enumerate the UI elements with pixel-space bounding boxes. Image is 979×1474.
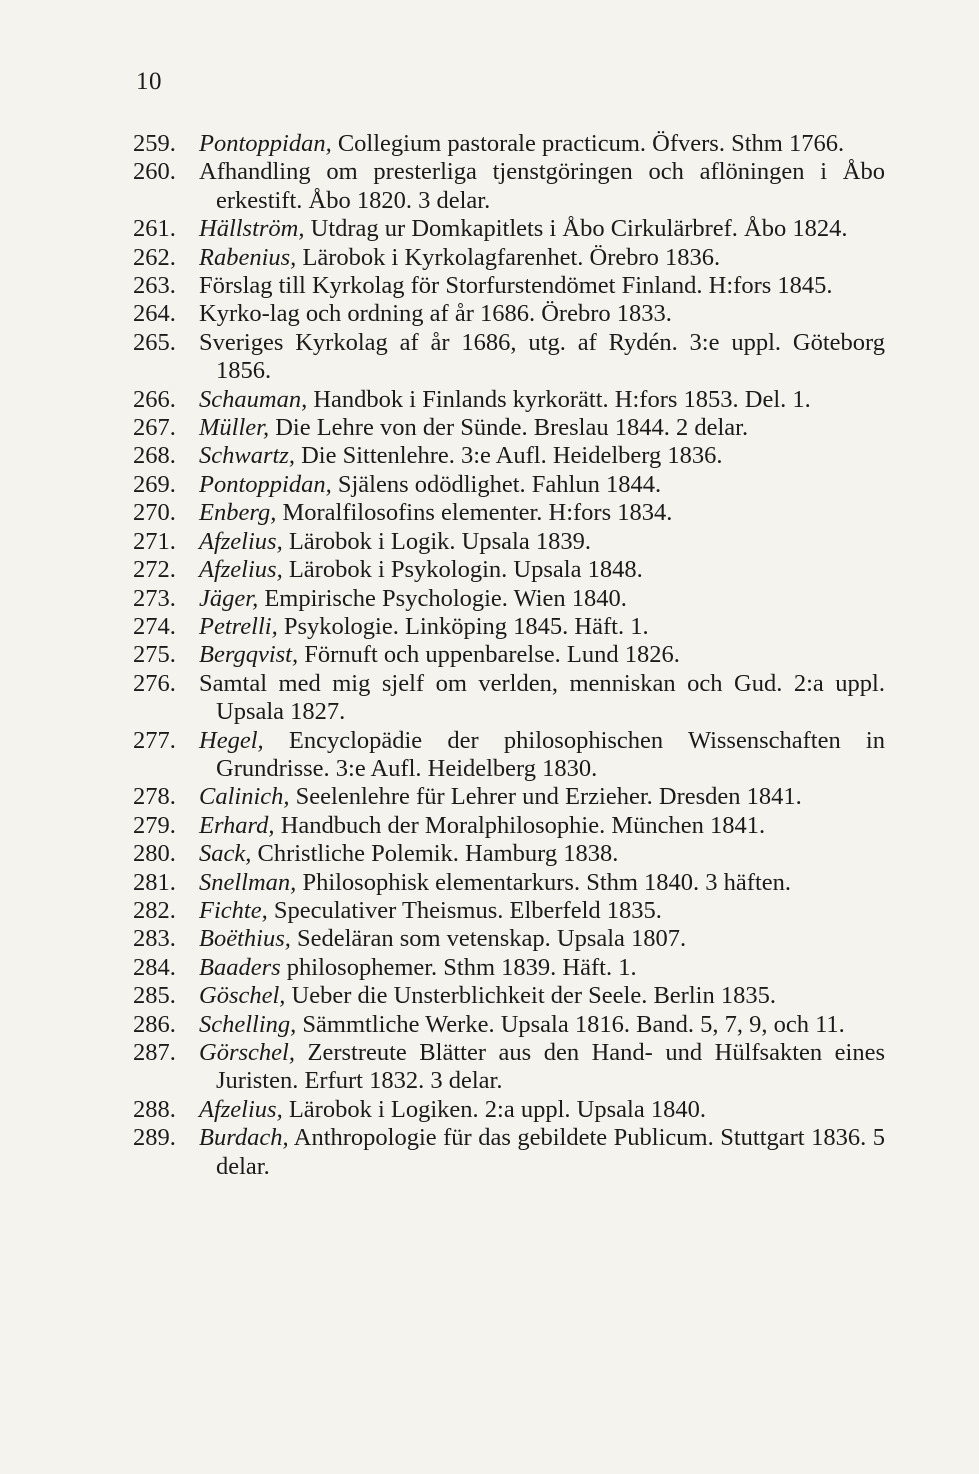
entry-number: 268. — [133, 442, 176, 470]
entry-number: 288. — [133, 1095, 176, 1123]
entry-text: Zerstreute Blätter aus den Hand- und Hülfsakten eines Juristen. Erfurt 1832. 3 delar. — [216, 1039, 885, 1095]
entry-text: Förslag till Kyrkolag för Storfurstendömet Finland. H:fors 1845. — [199, 272, 833, 300]
entry-number: 267. — [133, 414, 176, 442]
entry-text: Kyrko-lag och ordning af år 1686. Örebro 1833. — [199, 300, 672, 328]
bibliography-list — [133, 130, 885, 1181]
entry-number: 261. — [133, 215, 176, 243]
entry-number: 269. — [133, 470, 176, 498]
bibliography-entry — [133, 982, 885, 1010]
entry-author: Hegel, — [199, 726, 264, 754]
entry-author: Boëthius, — [199, 925, 291, 953]
entry-number: 278. — [133, 783, 176, 811]
entry-number: 276. — [133, 669, 176, 697]
bibliography-entry — [133, 840, 885, 868]
entry-author: Fichte, — [199, 896, 268, 924]
entry-text: Själens odödlighet. Fahlun 1844. — [331, 470, 662, 498]
entry-number: 274. — [133, 612, 176, 640]
entry-number: 289. — [133, 1124, 176, 1152]
entry-author: Erhard, — [199, 811, 275, 839]
entry-author: Müller, — [199, 414, 270, 442]
entry-text: Lärobok i Kyrkolagfarenhet. Örebro 1836. — [296, 243, 721, 271]
entry-number: 281. — [133, 868, 176, 896]
entry-text: Psykologie. Linköping 1845. Häft. 1. — [277, 612, 649, 640]
entry-author: Schelling, — [199, 1010, 297, 1038]
bibliography-entry — [133, 1096, 885, 1124]
bibliography-entry — [133, 300, 885, 328]
entry-author: Baaders — [199, 953, 281, 981]
bibliography-entry — [133, 414, 885, 442]
bibliography-entry — [133, 244, 885, 272]
entry-author: Afzelius, — [199, 1095, 283, 1123]
bibliography-entry — [133, 499, 885, 527]
entry-text: Moralfilosofins elementer. H:fors 1834. — [276, 499, 673, 527]
bibliography-entry — [133, 869, 885, 897]
bibliography-entry — [133, 812, 885, 840]
entry-number: 266. — [133, 385, 176, 413]
bibliography-entry — [133, 158, 885, 215]
entry-text: Afhandling om presterliga tjenstgöringen och aflöningen i Åbo erkestift. Åbo 1820. 3 delar. — [199, 158, 885, 214]
entry-author: Afzelius, — [199, 556, 283, 584]
bibliography-entry — [133, 442, 885, 470]
entry-number: 280. — [133, 840, 176, 868]
bibliography-entry — [133, 613, 885, 641]
entry-number: 277. — [133, 726, 176, 754]
bibliography-entry — [133, 954, 885, 982]
bibliography-entry — [133, 556, 885, 584]
entry-text: Sveriges Kyrkolag af år 1686, utg. af Rydén. 3:e uppl. Göteborg 1856. — [199, 328, 885, 385]
entry-author: Görschel, — [199, 1039, 295, 1066]
bibliography-entry — [133, 386, 885, 414]
entry-author: Calinich, — [199, 783, 290, 811]
entry-number: 275. — [133, 641, 176, 669]
entry-text: Empirische Psychologie. Wien 1840. — [258, 584, 627, 612]
entry-text: Sämmtliche Werke. Upsala 1816. Band. 5, 7, 9, och 11. — [296, 1010, 845, 1038]
entry-author: Sack, — [199, 840, 252, 868]
bibliography-entry — [133, 1011, 885, 1039]
entry-number: 272. — [133, 556, 176, 584]
entry-author: Schauman, — [199, 385, 308, 413]
entry-text: Handbok i Finlands kyrkorätt. H:fors 1853. Del. 1. — [307, 385, 811, 413]
bibliography-entry — [133, 585, 885, 613]
bibliography-entry — [133, 528, 885, 556]
entry-text: Handbuch der Moralphilosophie. München 1841. — [274, 811, 766, 839]
entry-text: philosophemer. Sthm 1839. Häft. 1. — [280, 953, 637, 981]
bibliography-entry — [133, 329, 885, 386]
entry-number: 273. — [133, 584, 176, 612]
entry-text: Samtal med mig sjelf om verlden, menniskan och Gud. 2:a uppl. Upsala 1827. — [199, 669, 885, 726]
entry-number: 260. — [133, 158, 176, 186]
entry-text: Christliche Polemik. Hamburg 1838. — [251, 840, 619, 868]
entry-author: Pontoppidan, — [199, 470, 332, 498]
entry-text: Collegium pastorale practicum. Öfvers. Sthm 1766. — [331, 130, 845, 157]
bibliography-entry — [133, 130, 885, 158]
entry-number: 279. — [133, 811, 176, 839]
entry-number: 264. — [133, 300, 176, 328]
entry-text: Philosophisk elementarkurs. Sthm 1840. 3 häften. — [296, 868, 792, 896]
entry-text: Ueber die Unsterblichkeit der Seele. Berlin 1835. — [285, 982, 776, 1010]
entry-number: 271. — [133, 527, 176, 555]
entry-text: Encyclopädie der philosophischen Wissenschaften in Grundrisse. 3:e Aufl. Heidelberg 1830. — [216, 726, 885, 782]
entry-text: Anthropologie für das gebildete Publicum. Stuttgart 1836. 5 delar. — [216, 1124, 885, 1180]
entry-text: Förnuft och uppenbarelse. Lund 1826. — [298, 641, 680, 669]
entry-author: Petrelli, — [199, 612, 278, 640]
entry-author: Burdach, — [199, 1124, 289, 1152]
entry-author: Snellman, — [199, 868, 297, 896]
entry-author: Jäger, — [199, 584, 259, 612]
entry-text: Utdrag ur Domkapitlets i Åbo Cirkulärbref. Åbo 1824. — [304, 215, 848, 243]
bibliography-entry — [133, 1039, 885, 1096]
entry-text: Lärobok i Logik. Upsala 1839. — [282, 527, 591, 555]
entry-author: Pontoppidan, — [199, 130, 332, 157]
entry-number: 282. — [133, 896, 176, 924]
bibliography-entry — [133, 215, 885, 243]
entry-number: 263. — [133, 272, 176, 300]
bibliography-entry — [133, 272, 885, 300]
entry-text: Die Sittenlehre. 3:e Aufl. Heidelberg 1836. — [294, 442, 723, 470]
entry-number: 265. — [133, 328, 176, 356]
entry-number: 283. — [133, 925, 176, 953]
entry-author: Schwartz, — [199, 442, 295, 470]
entry-text: Lärobok i Logiken. 2:a uppl. Upsala 1840. — [282, 1095, 706, 1123]
entry-author: Hällström, — [199, 215, 305, 243]
entry-author: Rabenius, — [199, 243, 297, 271]
entry-author: Göschel, — [199, 982, 286, 1010]
entry-text: Sedeläran som vetenskap. Upsala 1807. — [290, 925, 687, 953]
bibliography-entry — [133, 1124, 885, 1181]
bibliography-entry — [133, 670, 885, 727]
entry-text: Lärobok i Psykologin. Upsala 1848. — [282, 556, 643, 584]
entry-number: 284. — [133, 953, 176, 981]
bibliography-entry — [133, 471, 885, 499]
bibliography-entry — [133, 727, 885, 784]
page-number: 10 — [136, 68, 162, 95]
entry-text: Speculativer Theismus. Elberfeld 1835. — [267, 896, 662, 924]
entry-number: 259. — [133, 130, 176, 157]
entry-text: Die Lehre von der Sünde. Breslau 1844. 2 delar. — [269, 414, 749, 442]
entry-text: Seelenlehre für Lehrer und Erzieher. Dresden 1841. — [289, 783, 802, 811]
bibliography-entry — [133, 783, 885, 811]
bibliography-entry — [133, 641, 885, 669]
entry-number: 262. — [133, 243, 176, 271]
entry-author: Afzelius, — [199, 527, 283, 555]
bibliography-entry — [133, 897, 885, 925]
entry-author: Bergqvist, — [199, 641, 299, 669]
entry-number: 287. — [133, 1039, 176, 1066]
entry-number: 286. — [133, 1010, 176, 1038]
entry-number: 285. — [133, 982, 176, 1010]
entry-author: Enberg, — [199, 499, 277, 527]
entry-number: 270. — [133, 499, 176, 527]
bibliography-entry — [133, 925, 885, 953]
